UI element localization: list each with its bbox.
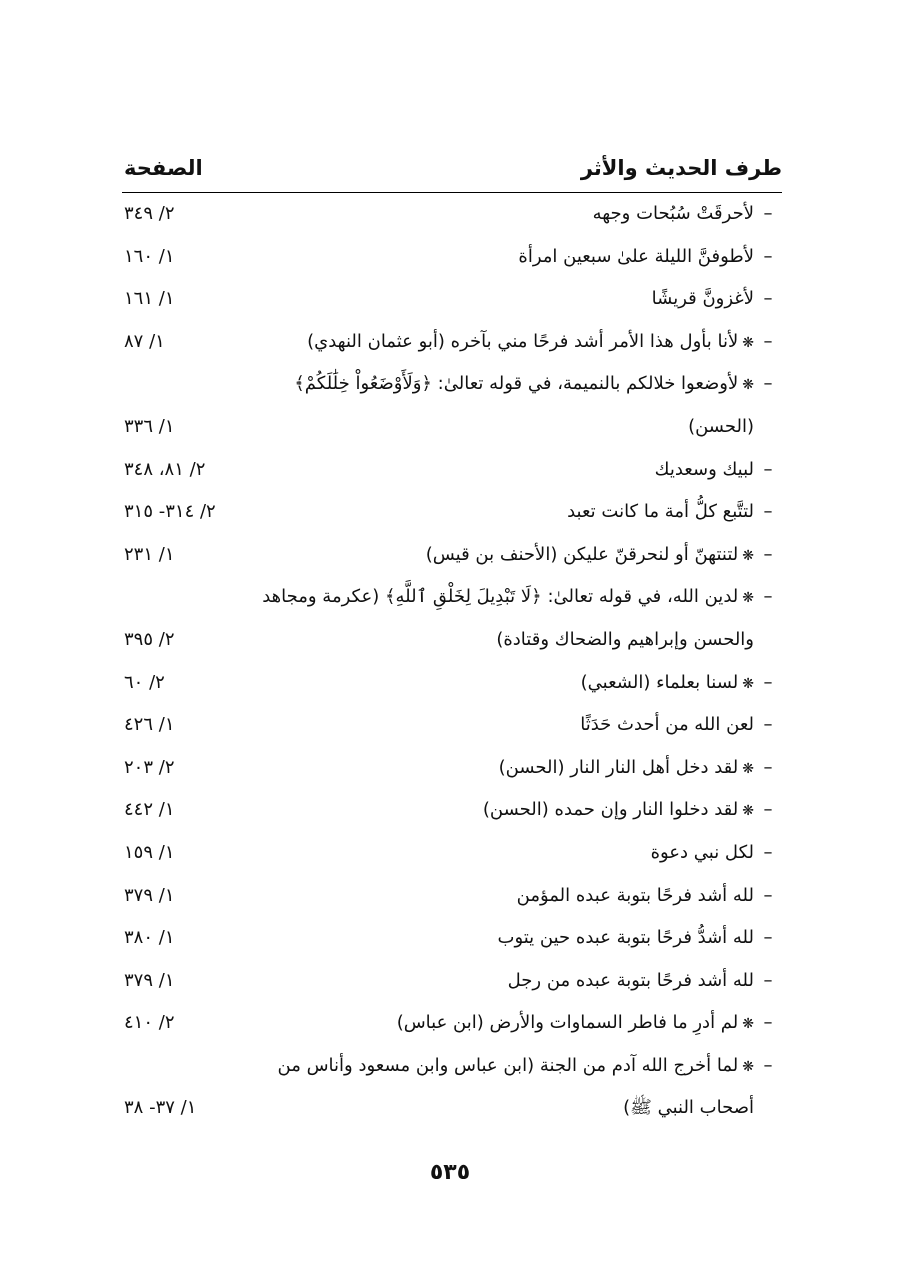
entry-line: لله أشدُّ فرحًا بتوبة عبده حين يتوب [497, 927, 754, 949]
entry-line: لتنتهنّ أو لنحرقنّ عليكن (الأحنف بن قيس) [425, 543, 739, 565]
athar-star-icon: ❋ [742, 1058, 754, 1075]
column-title-page: الصفحة [124, 156, 203, 180]
entry-line: لكل نبي دعوة [650, 841, 754, 863]
dash-marker: – [763, 458, 773, 480]
entry-text [652, 278, 782, 321]
index-entry [122, 789, 782, 832]
index-entry [122, 193, 782, 236]
dash-marker: – [763, 756, 773, 778]
dash-marker: – [763, 203, 773, 224]
dash-marker: – [763, 671, 773, 693]
entry-line: لأغزونَّ قريشًا [651, 288, 754, 310]
index-entry [122, 278, 782, 321]
entry-page-ref: ١/ ١٦٠ [124, 245, 175, 267]
dash-marker: – [763, 501, 773, 523]
entry-line: لبيك وسعديك [654, 458, 754, 480]
index-entry [122, 832, 782, 875]
entry-line: لسنا بعلماء (الشعبي) [580, 671, 739, 693]
entry-text [593, 193, 782, 236]
dash-marker: – [763, 245, 773, 267]
entry-page-ref: ١/ ٣٨٠ [124, 927, 175, 949]
entry-text [483, 789, 782, 833]
dash-marker: – [763, 330, 773, 352]
dash-marker: – [763, 543, 773, 565]
entry-text [651, 832, 782, 875]
dash-marker: – [763, 799, 773, 821]
entry-page-ref: ٢/ ٤١٠ [124, 1012, 175, 1034]
index-entry [122, 449, 782, 492]
entry-text [508, 960, 782, 1003]
page-number: ٥٣٥ [429, 1160, 471, 1185]
entry-page-ref: ٢/ ٣١٤- ٣١٥ [124, 501, 216, 523]
entry-text [655, 449, 782, 492]
athar-star-icon: ❋ [742, 803, 754, 820]
entry-line: لما أخرج الله آدم من الجنة (ابن عباس وابن مسعود وأناس من [277, 1054, 739, 1076]
entry-page-ref: ١/ ٣٧- ٣٨ [124, 1097, 197, 1119]
entry-line: والحسن وإبراهيم والضحاك وقتادة) [496, 628, 754, 650]
entry-text [426, 534, 782, 578]
entry-page-ref: ١/ ١٦١ [124, 288, 175, 310]
athar-star-icon: ❋ [742, 377, 754, 394]
entry-text [496, 619, 754, 662]
entry-text [688, 406, 754, 449]
entry-line: لتتَّبع كلُّ أمة ما كانت تعبد [567, 501, 754, 523]
entry-line: لعن الله من أحدث حَدَثًا [580, 714, 754, 736]
entry-line: لله أشد فرحًا بتوبة عبده من رجل [507, 969, 754, 991]
entry-page-ref: ٢/ ٣٤٩ [124, 203, 175, 224]
index-entry [122, 321, 782, 364]
entry-page-ref: ٢/ ٣٩٥ [124, 628, 175, 650]
entry-page-ref: ١/ ٨٧ [124, 330, 165, 352]
index-entry [122, 363, 782, 406]
entry-text [262, 576, 782, 620]
entry-page-ref: ٢/ ٢٠٣ [124, 756, 175, 778]
entry-text [498, 917, 783, 960]
athar-star-icon: ❋ [742, 334, 754, 351]
entry-text [518, 236, 782, 279]
entry-line: لدين الله، في قوله تعالىٰ: ﴿لَا تَبْدِيلَ لِخَلْقِ ٱللَّهِ﴾ (عكرمة ومجاهد [262, 586, 739, 608]
entry-line: لقد دخل أهل النار النار (الحسن) [498, 756, 739, 778]
athar-star-icon: ❋ [742, 760, 754, 777]
entry-page-ref: ١/ ٢٣١ [124, 543, 175, 565]
index-entry [122, 1002, 782, 1045]
index-entry [122, 491, 782, 534]
dash-marker: – [763, 969, 773, 991]
entry-page-ref: ٢/ ٦٠ [124, 671, 165, 693]
entry-text [567, 491, 782, 534]
entry-line: لأحرقَتْ سُبُحات وجهه [592, 203, 754, 224]
entry-line: لله أشد فرحًا بتوبة عبده المؤمن [516, 884, 754, 906]
dash-marker: – [763, 927, 773, 949]
index-entry [122, 1045, 782, 1088]
entry-text [307, 321, 782, 365]
entry-page-ref: ١/ ٣٧٩ [124, 884, 175, 906]
index-entry [122, 704, 782, 747]
entry-line: أصحاب النبي ﷺ) [623, 1097, 754, 1119]
index-entry [122, 576, 782, 619]
dash-marker: – [763, 841, 773, 863]
entry-page-ref: ١/ ٣٧٩ [124, 969, 175, 991]
entry-text [294, 363, 782, 407]
entry-text [278, 1045, 782, 1089]
dash-marker: – [763, 1054, 773, 1076]
entry-page-ref: ٢/ ٨١، ٣٤٨ [124, 458, 206, 480]
entry-text [580, 704, 782, 747]
entry-page-ref: ١/ ٤٤٢ [124, 799, 175, 821]
index-entry [122, 747, 782, 790]
index-page [122, 150, 782, 1150]
dash-marker: – [763, 714, 773, 736]
index-entry-continuation [122, 619, 782, 662]
index-entry [122, 534, 782, 577]
entry-text [499, 747, 782, 791]
entry-line: (الحسن) [688, 415, 754, 437]
index-entries [122, 193, 782, 1130]
entry-text [581, 662, 782, 706]
dash-marker: – [763, 1012, 773, 1034]
dash-marker: – [763, 373, 773, 395]
entry-page-ref: ١/ ١٥٩ [124, 841, 175, 863]
entry-text [517, 875, 782, 918]
column-title-hadith: طرف الحديث والأثر [580, 156, 782, 180]
entry-page-ref: ١/ ٤٢٦ [124, 714, 175, 736]
entry-text [397, 1002, 782, 1046]
athar-star-icon: ❋ [742, 675, 754, 692]
dash-marker: – [763, 288, 773, 310]
entry-line: لقد دخلوا النار وإن حمده (الحسن) [482, 799, 739, 821]
athar-star-icon: ❋ [742, 547, 754, 564]
index-entry [122, 960, 782, 1003]
table-header [122, 150, 782, 193]
entry-line: لأطوفنَّ الليلة علىٰ سبعين امرأة [518, 245, 754, 267]
index-entry [122, 917, 782, 960]
dash-marker: – [763, 586, 773, 608]
entry-page-ref: ١/ ٣٣٦ [124, 415, 175, 437]
index-entry-continuation [122, 1087, 782, 1130]
index-entry [122, 875, 782, 918]
index-entry [122, 662, 782, 705]
entry-line: لم أدرِ ما فاطر السماوات والأرض (ابن عباس) [396, 1012, 739, 1034]
index-entry [122, 236, 782, 279]
dash-marker: – [763, 884, 773, 906]
athar-star-icon: ❋ [742, 1016, 754, 1033]
athar-star-icon: ❋ [742, 590, 754, 607]
index-entry-continuation [122, 406, 782, 449]
entry-text [623, 1087, 754, 1130]
entry-line: لأوضعوا خلالكم بالنميمة، في قوله تعالىٰ: ﴿وَلَأَوْضَعُواْ خِلَٰلَكُمْ﴾ [294, 373, 739, 395]
entry-line: لأنا بأول هذا الأمر أشد فرحًا مني بآخره (أبو عثمان النهدي) [307, 330, 739, 352]
